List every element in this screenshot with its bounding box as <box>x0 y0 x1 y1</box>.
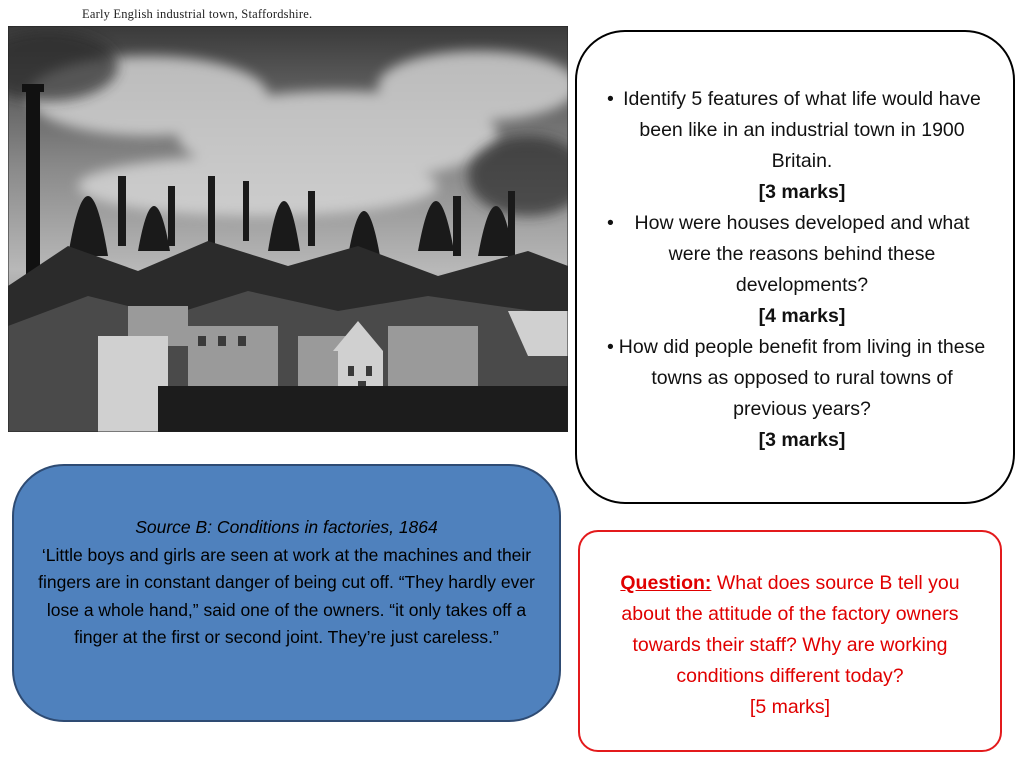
question-body: What does source B tell you about the attitude of the factory owners towards their staff? Why are working conditions different today? <box>621 572 960 687</box>
question-marks: [4 marks] <box>758 305 846 327</box>
question-panel <box>578 530 1002 752</box>
photo-caption: Early English industrial town, Staffordshire. <box>82 7 313 21</box>
bullet-icon: • <box>607 88 614 110</box>
industrial-town-photo <box>8 0 568 432</box>
source-b-title: Source B: Conditions in factories, 1864 <box>135 517 438 537</box>
source-b-quote: ‘Little boys and girls are seen at work at the machines and their fingers are in constant danger of being cut off. “They hardly ever lose a whole hand,” said one of the owners. “it only takes off a finger at the first or second joint. They’re just careless.” <box>38 544 535 647</box>
question-label: Question: <box>620 572 712 594</box>
question-text: How did people benefit from living in these towns as opposed to rural towns of previous years? <box>618 336 986 420</box>
question-text: Identify 5 features of what life would have been like in an industrial town in 1900 Britain. <box>623 88 981 172</box>
question-item <box>607 332 987 456</box>
bullet-icon: • <box>607 212 614 234</box>
question-marks: [3 marks] <box>758 181 846 203</box>
question-marks: [5 marks] <box>749 696 831 718</box>
industrial-town-image <box>8 26 568 432</box>
question-marks: [3 marks] <box>758 429 846 451</box>
questions-panel <box>575 30 1015 504</box>
question-item <box>607 84 987 208</box>
question-text: How were houses developed and what were the reasons behind these developments? <box>634 212 970 296</box>
question-item <box>607 208 987 332</box>
bullet-icon: • <box>607 336 614 358</box>
source-b-panel <box>12 464 561 722</box>
